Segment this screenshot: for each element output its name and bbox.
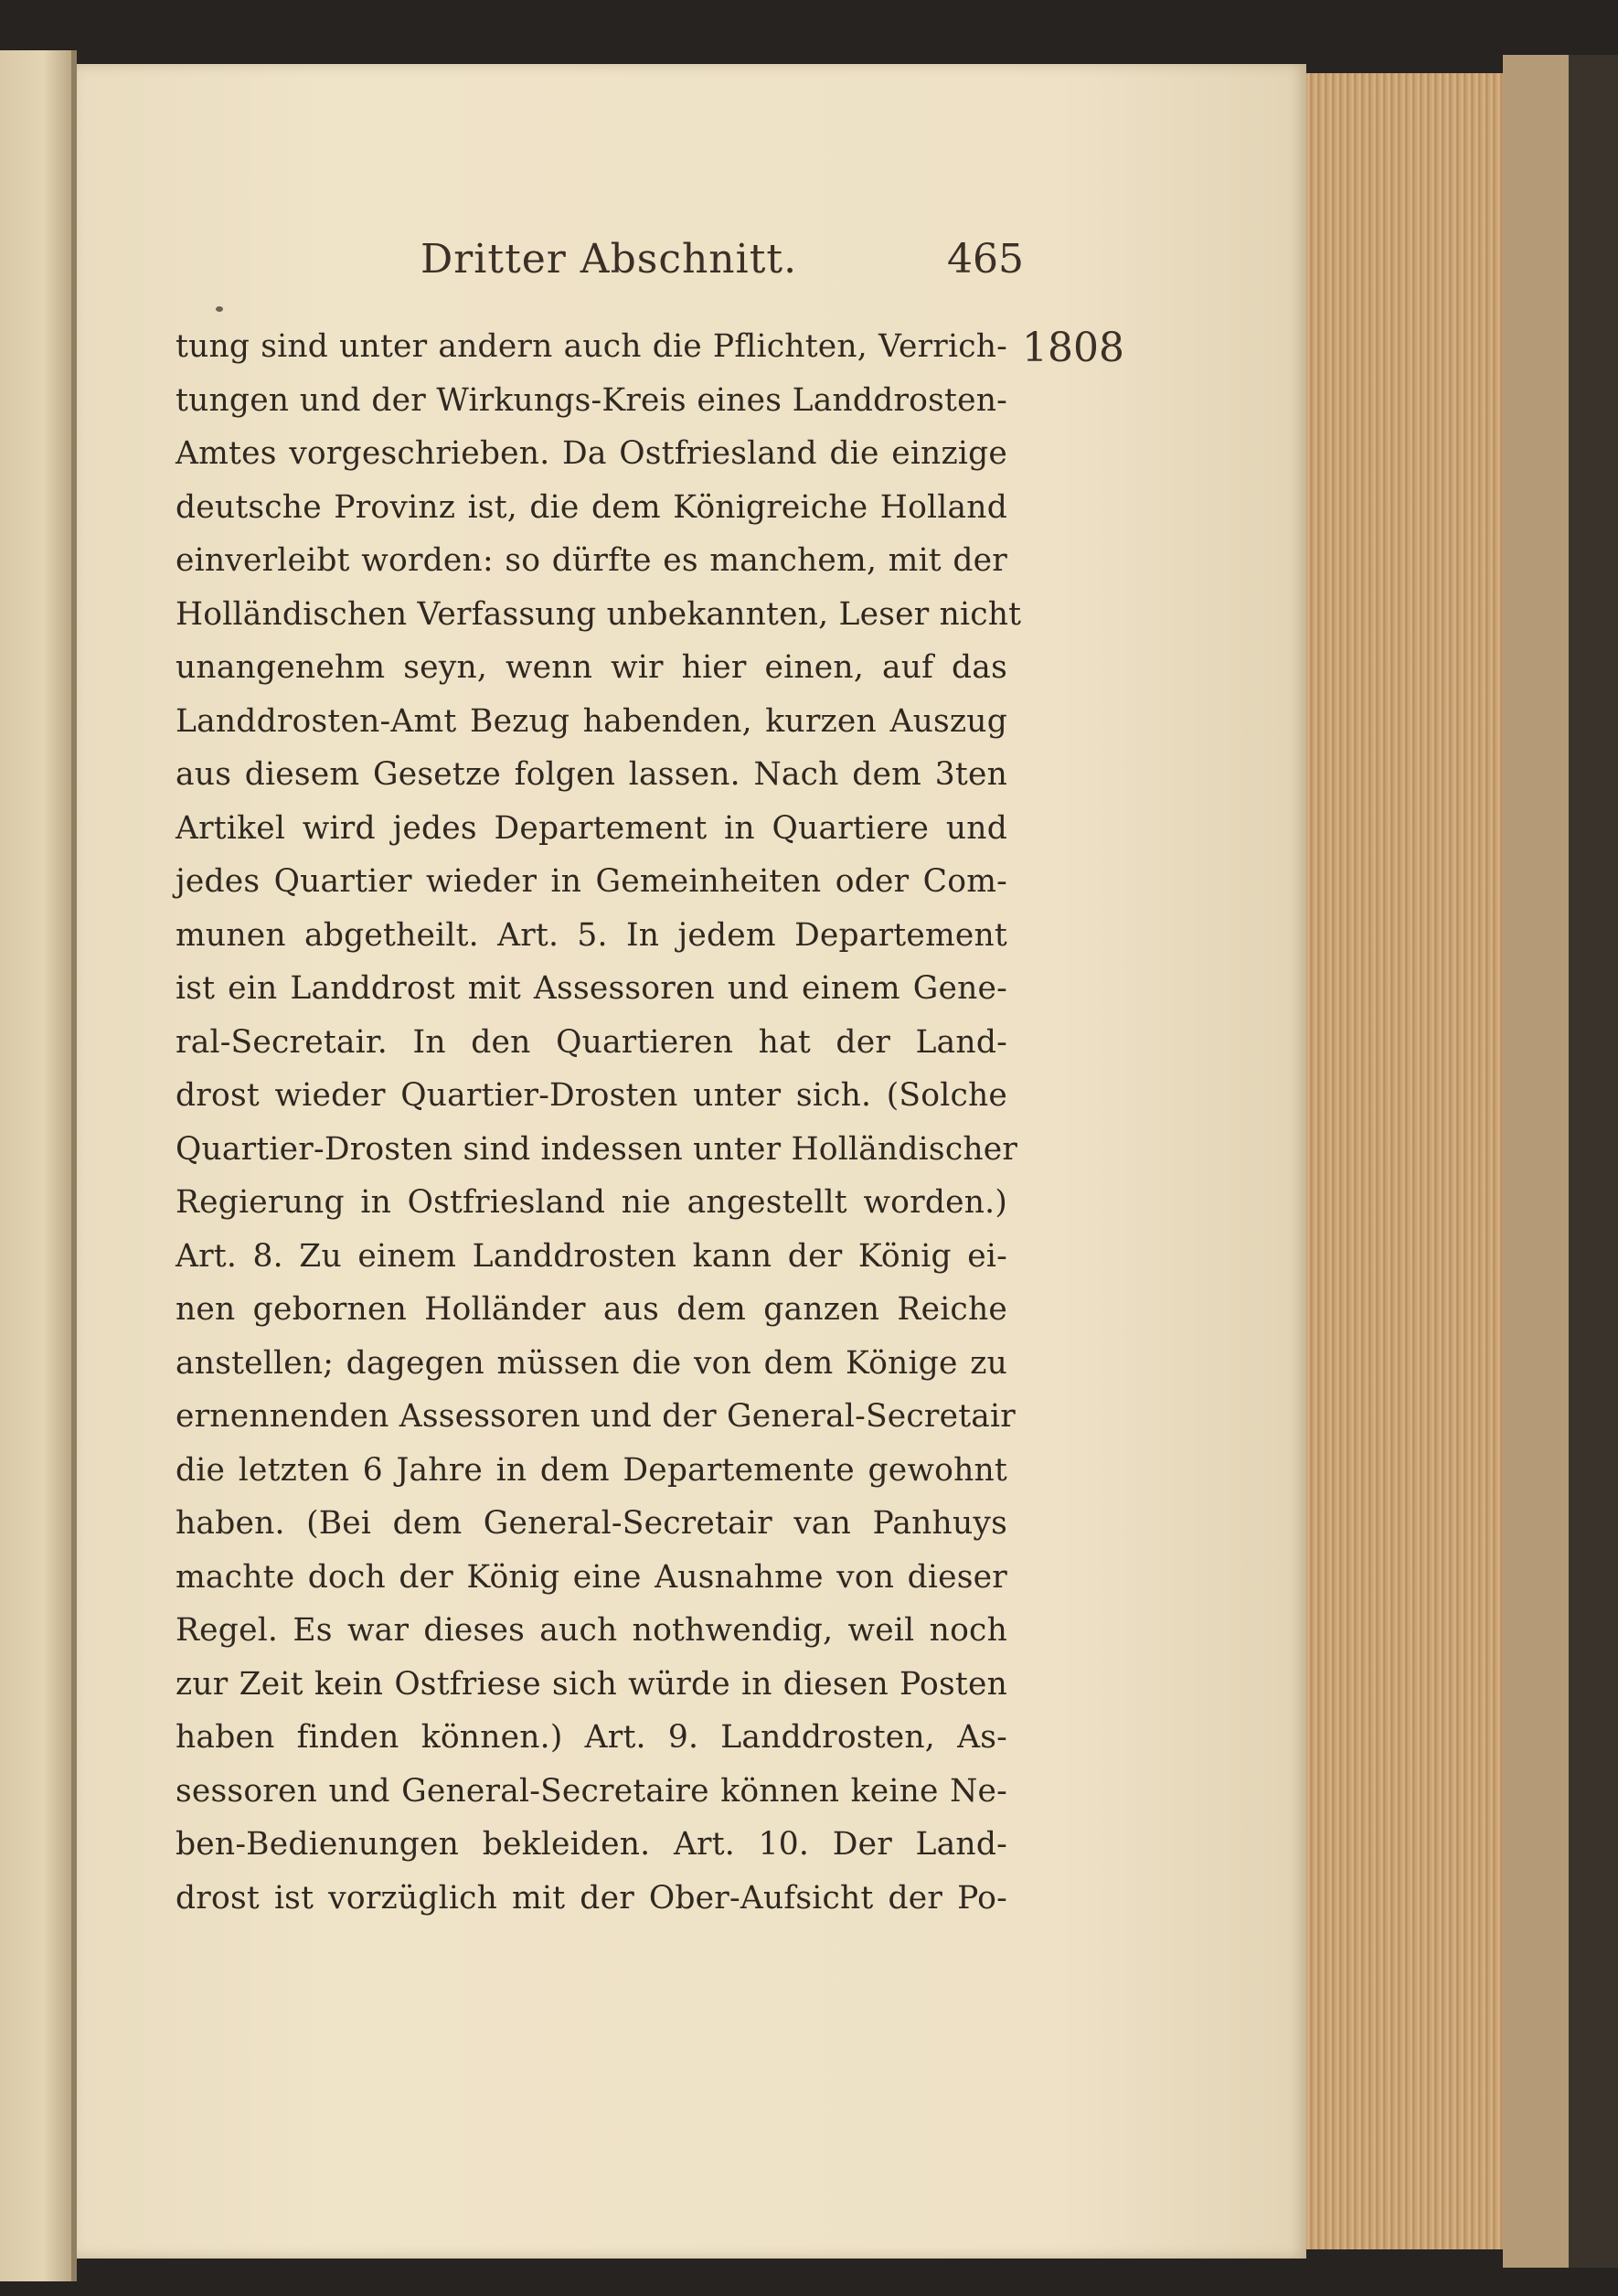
text-line: ernennenden Assessoren und der General-Secretair <box>176 1398 1016 1435</box>
text-line: machte doch der König eine Ausnahme von dieser <box>176 1558 1007 1596</box>
text-line: Landdrosten-Amt Bezug habenden, kurzen Auszug <box>176 702 1007 740</box>
text-line: die letzten 6 Jahre in dem Departemente gewohnt <box>176 1451 1007 1489</box>
text-line: sessoren und General-Secretaire können keine Ne- <box>176 1772 1007 1810</box>
text-line: Amtes vorgeschrieben. Da Ostfriesland die einzige <box>176 435 1007 472</box>
text-line: jedes Quartier wieder in Gemeinheiten oder Com- <box>176 863 1007 900</box>
margin-year-note: 1808 <box>1022 325 1124 371</box>
text-line: ral-Secretair. In den Quartieren hat der Land- <box>176 1023 1007 1061</box>
ink-speck <box>216 306 223 312</box>
running-header <box>420 236 1024 300</box>
text-line: Artikel wird jedes Departement in Quartiere und <box>176 809 1007 847</box>
text-line: tung sind unter andern auch die Pflichten, Verrich- <box>176 328 1007 365</box>
text-line: anstellen; dagegen müssen die von dem Könige zu <box>176 1344 1007 1382</box>
text-line: ist ein Landdrost mit Assessoren und einem Gene- <box>176 970 1007 1007</box>
page-number: 465 <box>947 236 1024 283</box>
text-line: nen gebornen Holländer aus dem ganzen Reiche <box>176 1291 1007 1328</box>
text-line: Art. 8. Zu einem Landdrosten kann der König ei- <box>176 1237 1007 1275</box>
text-line: munen abgetheilt. Art. 5. In jedem Departement <box>176 916 1007 954</box>
text-line: deutsche Provinz ist, die dem Königreiche Holland <box>176 488 1007 526</box>
text-line: aus diesem Gesetze folgen lassen. Nach dem 3ten <box>176 756 1007 793</box>
cover-shadow <box>1569 55 1618 2268</box>
text-line: Quartier-Drosten sind indessen unter Holländischer <box>176 1130 1018 1168</box>
text-line: tungen und der Wirkungs-Kreis eines Landdrosten- <box>176 381 1007 419</box>
text-line: Regierung in Ostfriesland nie angestellt worden.) <box>176 1184 1007 1221</box>
text-line: Regel. Es war dieses auch nothwendig, weil noch <box>176 1612 1007 1649</box>
facing-page-edge <box>0 50 73 2281</box>
text-line: zur Zeit kein Ostfriese sich würde in diesen Posten <box>176 1665 1007 1703</box>
text-line: einverleibt worden: so dürfte es manchem, mit der <box>176 542 1007 579</box>
text-line: drost ist vorzüglich mit der Ober-Aufsicht der Po- <box>176 1879 1007 1917</box>
text-line: Holländischen Verfassung unbekannten, Leser nicht <box>176 595 1022 633</box>
page-edges <box>1306 73 1506 2249</box>
running-title: Dritter Abschnitt. <box>420 236 798 283</box>
book-cover <box>1503 55 1569 2268</box>
text-line: haben finden können.) Art. 9. Landdrosten, As- <box>176 1719 1007 1756</box>
text-line: unangenehm seyn, wenn wir hier einen, auf das <box>176 649 1007 686</box>
text-line: drost wieder Quartier-Drosten unter sich. (Solche <box>176 1077 1007 1114</box>
body-text <box>176 320 1022 1925</box>
text-line: ben-Bedienungen bekleiden. Art. 10. Der Land- <box>176 1826 1007 1863</box>
text-line: haben. (Bei dem General-Secretair van Panhuys <box>176 1505 1007 1542</box>
